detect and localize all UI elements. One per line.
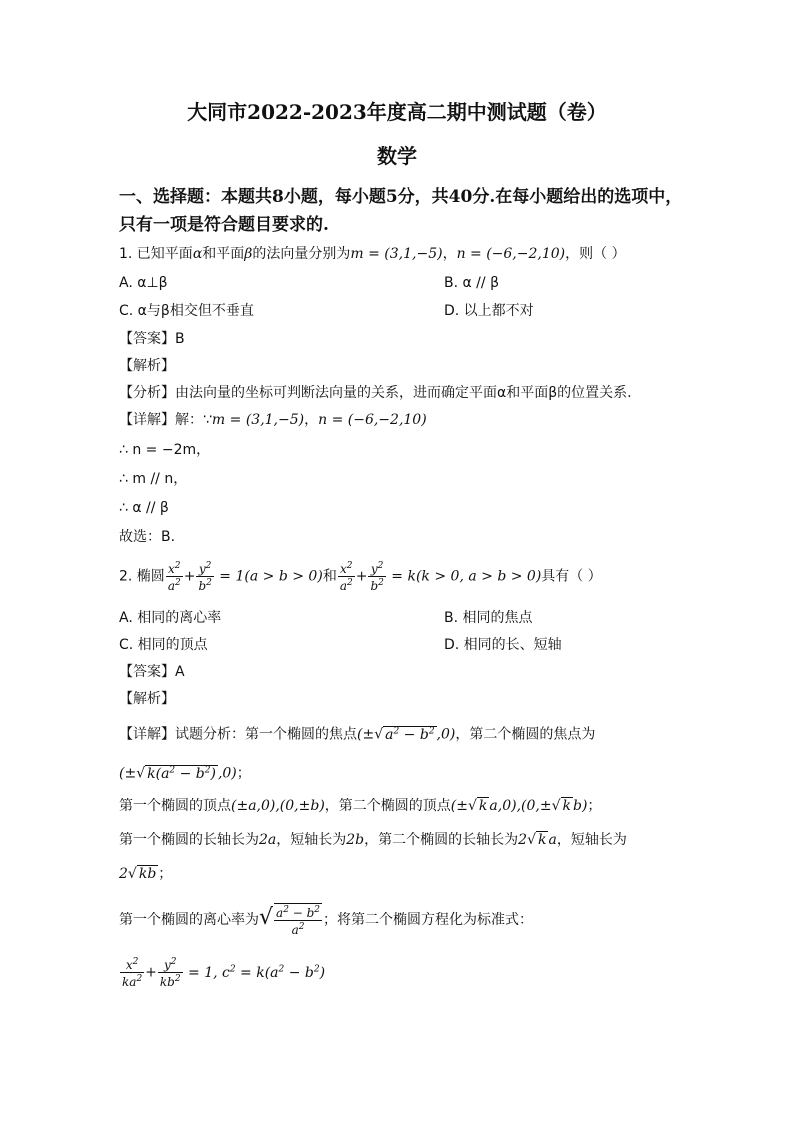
q1-option-b: B. α // β	[444, 275, 500, 291]
q2-option-a: A. 相同的离心率	[119, 610, 222, 626]
q2-stem: 2. 椭圆 $\frac{x^2}{a^2}$ + $\frac{y^2}{b^2}$ = 1(a > b > 0)和 $\frac{x^2}{a^2}$ + $\frac{y^2}{b^2}$ = k(k > 0, a > b > 0)具有（ ）	[119, 561, 602, 593]
q1-stem: 1. 已知平面α和平面β的法向量分别为m = (3,1,−5)，n = (−6,−2,10)，则（ ）	[119, 246, 626, 262]
q1-answer: 【答案】B	[119, 331, 185, 347]
q2-detail-line5: 2√ kb ；	[119, 866, 173, 882]
q1-vector-n: n = (−6,−2,10)	[456, 246, 566, 262]
q2-option-d: D. 相同的长、短轴	[444, 637, 562, 653]
q2-answer: 【答案】A	[119, 664, 185, 680]
page-title: 大同市2022-2023年度高二期中测试题（卷）	[187, 100, 607, 124]
q1-option-a: A. α⊥β	[119, 275, 168, 291]
q2-analysis-label: 【解析】	[119, 691, 175, 707]
q1-step-3: ∴ α // β	[119, 500, 169, 516]
section-heading-line1: 一、选择题：本题共8小题，每小题5分，共40分.在每小题给出的选项中，	[119, 187, 683, 207]
q1-step-1: ∴ n = −2m，	[119, 442, 211, 458]
q2-option-b: B. 相同的焦点	[444, 610, 533, 626]
q1-analysis-label: 【解析】	[119, 358, 175, 374]
subject-title: 数学	[377, 144, 417, 168]
q1-choice: 故选：B.	[119, 529, 176, 545]
q2-detail-line7: $\frac{x^2}{ka^2}$ + $\frac{y^2}{kb^2}$ = 1, $c^2 = k(a^2 - b^2)$	[122, 957, 326, 990]
q2-detail-line3: 第一个椭圆的顶点(±a,0),(0,±b)，第二个椭圆的顶点(±√ k a,0),(0,±√ k b)；	[119, 798, 602, 814]
q1-step-2: ∴ m // n，	[119, 471, 188, 487]
q1-detail: 【详解】解：∵m = (3,1,−5)，n = (−6,−2,10)	[119, 412, 427, 428]
q1-analysis: 【分析】由法向量的坐标可判断法向量的关系，进而确定平面α和平面β的位置关系.	[119, 385, 632, 401]
q2-detail-line1: 【详解】试题分析：第一个椭圆的焦点(±√ $a^2 - b^2$ ,0)，第二个椭圆的焦点为	[119, 726, 596, 743]
q2-option-c: C. 相同的顶点	[119, 637, 208, 653]
section-heading-line2: 只有一项是符合题目要求的.	[119, 215, 329, 235]
q2-detail-line6: 第一个椭圆的离心率为√ $\frac{a^2 - b^2}{a^2}$ ；将第二个椭圆方程化为标准式：	[119, 905, 534, 937]
q1-vector-m: m = (3,1,−5)	[350, 246, 443, 262]
q1-option-d: D. 以上都不对	[444, 303, 534, 319]
q1-option-c: C. α与β相交但不垂直	[119, 303, 254, 319]
q2-detail-line4: 第一个椭圆的长轴长为2a，短轴长为2b，第二个椭圆的长轴长为2√ k a，短轴长为	[119, 832, 627, 848]
q2-detail-line2: (±√ $k(a^2 - b^2)$ ,0)；	[119, 765, 251, 782]
